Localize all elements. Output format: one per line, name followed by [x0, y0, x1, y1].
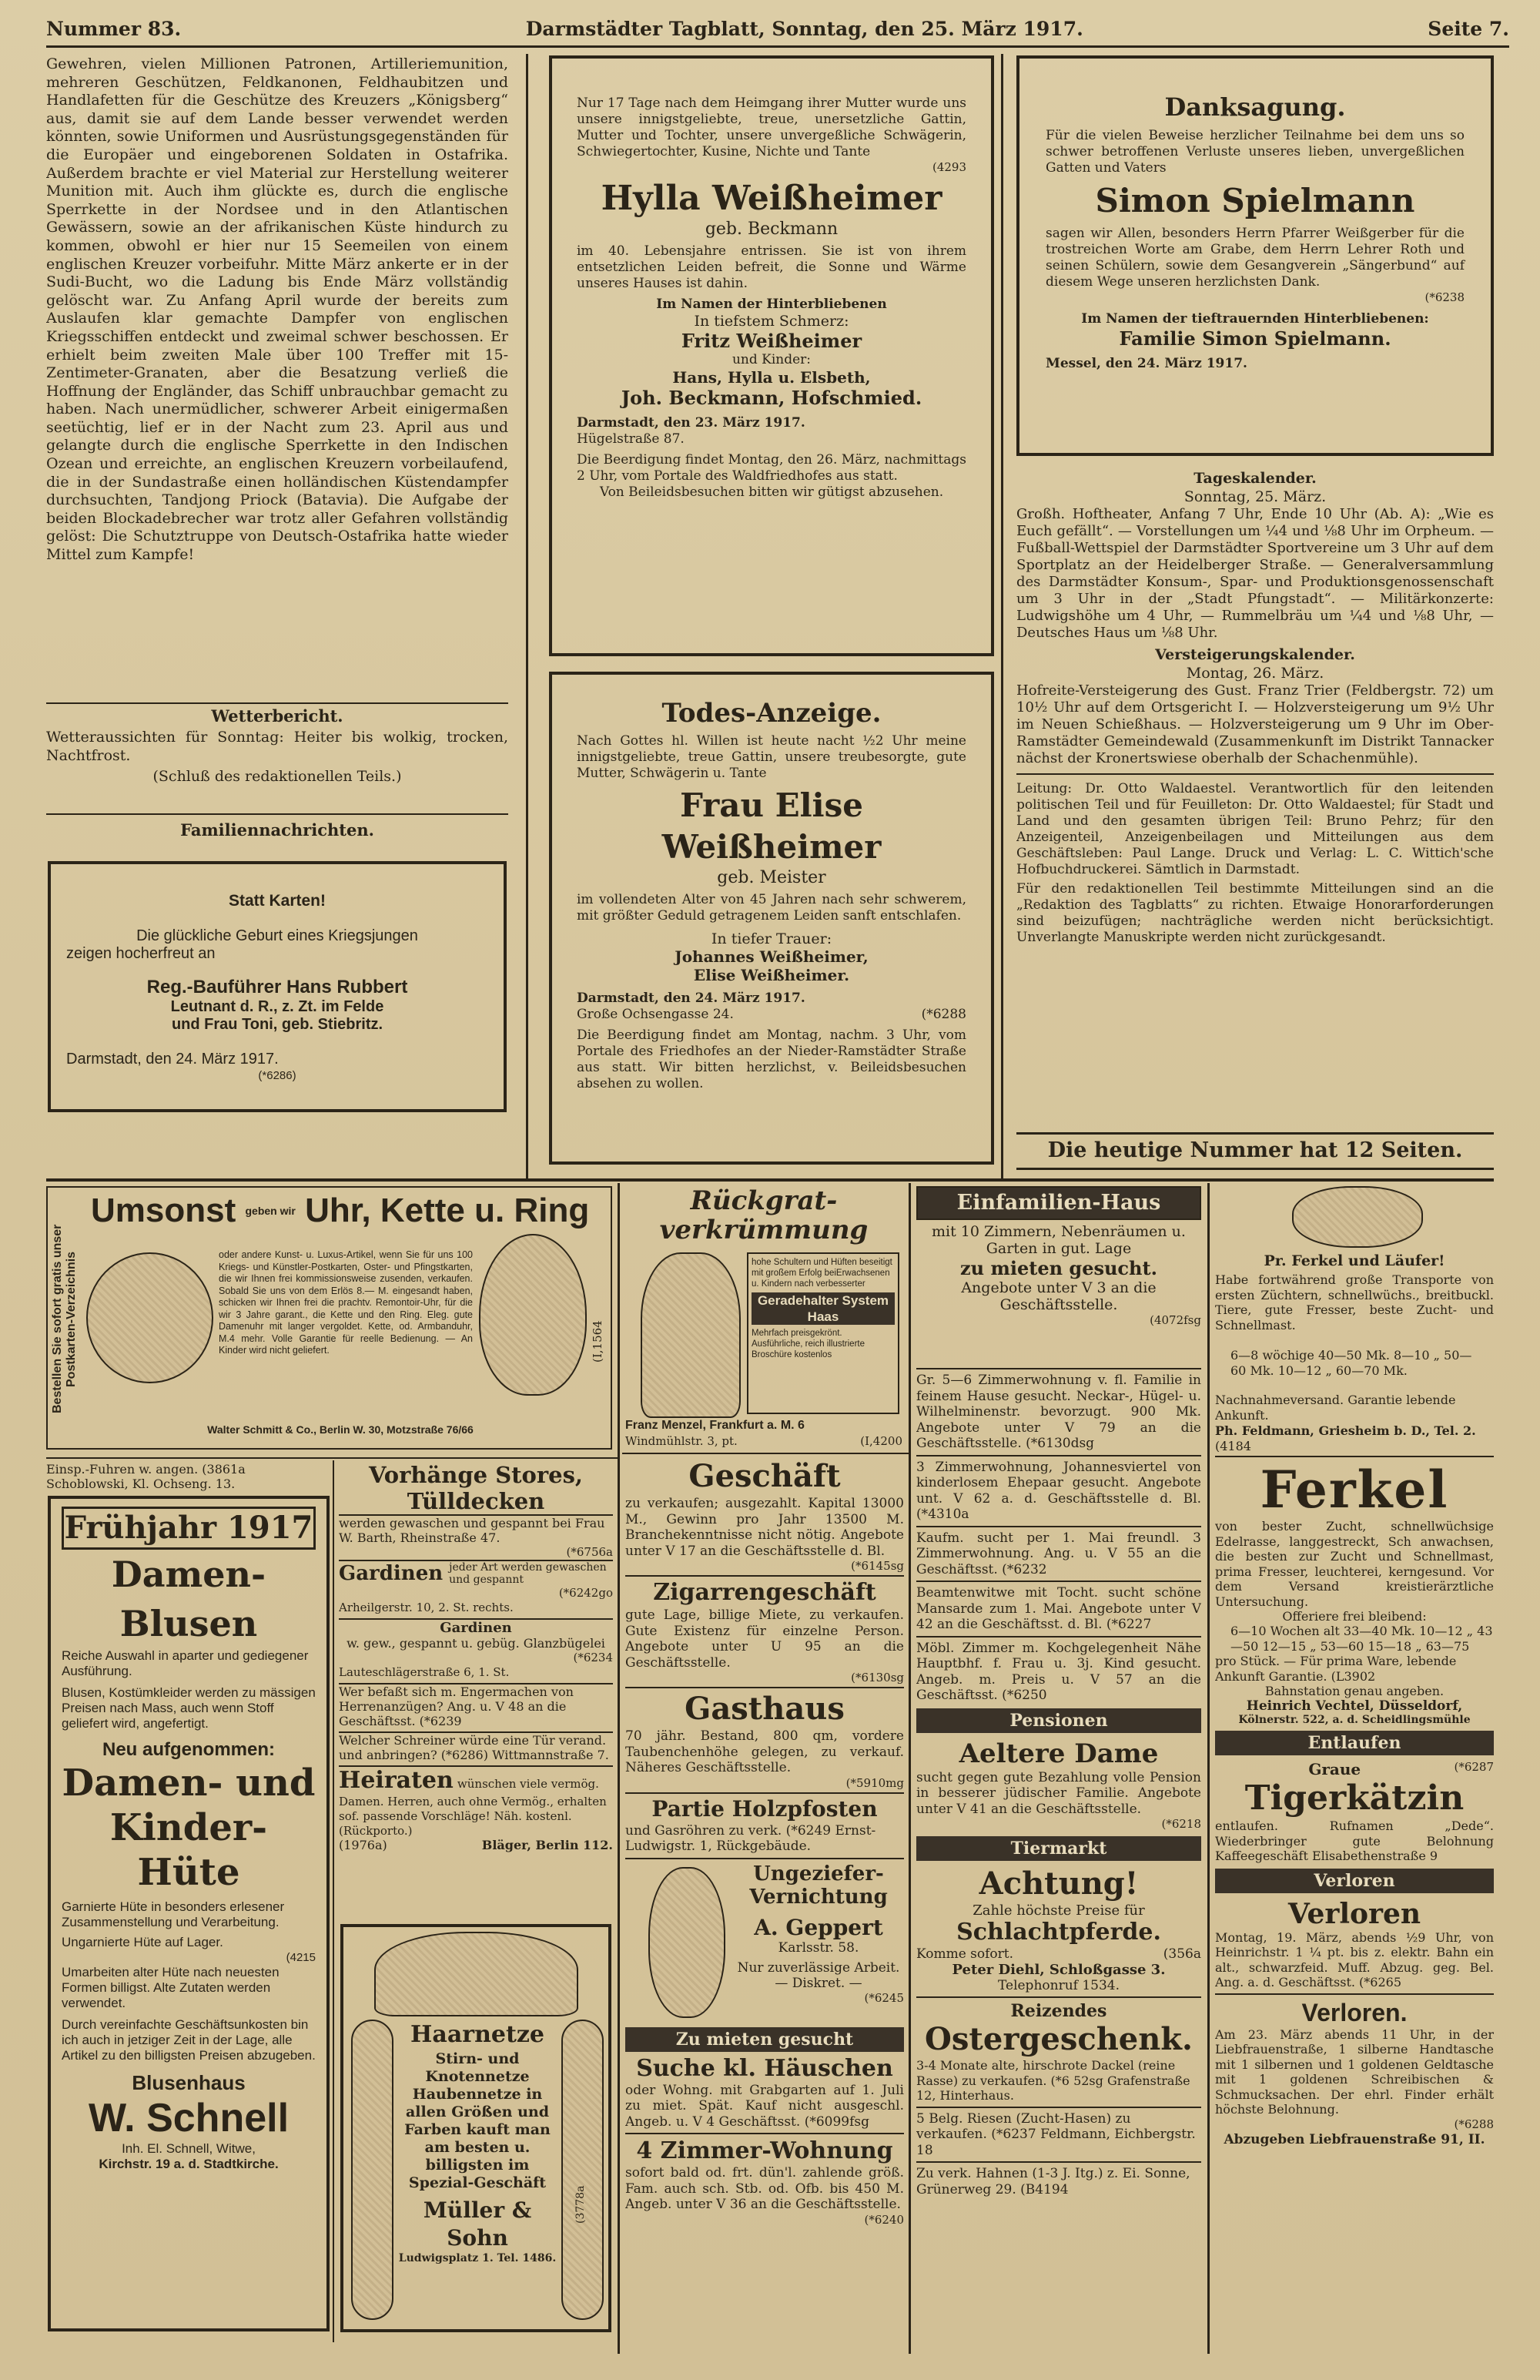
obit2-daughter: Elise Weißheimer. — [693, 966, 850, 984]
thanks-text: sagen wir Allen, besonders Herrn Pfarrer Weißgerber für die trostreichen Worte am Grabe, dem Herrn Lehrer Roth und seinen Schülern, sowie dem Gesangverein „Sängerbund“ auf diesem Wege unseren herzlichsten Dank. — [1046, 226, 1465, 290]
obituary-weissheimer-hylla — [549, 55, 994, 656]
section-pensions: Pensionen — [916, 1708, 1201, 1733]
obit1-intro: Nur 17 Tage nach dem Heimgang ihrer Mutter wurde uns unsere innigstgeliebte, treue, unersetzliche Gattin, Mutter und Tochter, unsere unvergeßliche Schwägerin, Schwiegertochter, Kusine, Nichte und Tante — [577, 96, 966, 159]
ad-tailor: Wer befaßt sich m. Engermachen von Herrenanzügen? Ang. u. V 48 an die Geschäftsst. (*6239 — [339, 1683, 613, 1728]
fruehjahr-text4: Ungarnierte Hüte auf Lager. — [62, 1935, 223, 1949]
achtung-sub: Schlachtpferde. — [956, 1919, 1161, 1946]
divider — [1215, 1993, 1494, 1995]
watch-title-small: geben wir — [245, 1205, 296, 1217]
weather-title: Wetterbericht. — [211, 706, 343, 726]
house-code: (4072fsg — [1150, 1313, 1201, 1327]
curtains2-code: (*6242go — [558, 1586, 613, 1600]
hairnets-text: Stirn- und Knotennetze Haubennetze in allen Größen und Farben kauft man am besten u. billigsten im Spezial-Geschäft — [404, 2050, 551, 2191]
obit2-place: Darmstadt, den 24. März 1917. — [577, 991, 805, 1006]
ferkel-firm: Heinrich Vechtel, Düsseldorf, — [1246, 1698, 1463, 1714]
section-escaped: Entlaufen — [1215, 1731, 1494, 1755]
ad-marriage — [339, 1765, 613, 1852]
achtung-text2: Komme sofort. — [916, 1946, 1014, 1962]
spine-figure-image — [641, 1252, 741, 1418]
katze-text: entlaufen. Rufnamen „Dede“. Wiederbringer gute Belohnung Kaffeegeschäft Elisabethenstraße 9 — [1215, 1819, 1494, 1863]
spine-info-box — [747, 1252, 899, 1414]
piglets-text: Habe fortwährend große Transporte von ersten Züchtern, schnellwüchs., breitbuckl. Tiere, gute Fresser, beste Zucht- und Schnellmast. — [1215, 1272, 1494, 1332]
thanks-notice — [1016, 55, 1494, 456]
marriage-title: Heiraten — [339, 1767, 454, 1794]
obit1-address: Hügelstraße 87. — [577, 431, 685, 447]
fruehjahr-shop: Blusenhaus — [132, 2071, 246, 2094]
divider — [916, 2107, 1201, 2108]
oster-text: 3-4 Monate alte, hirschrote Dackel (reine Rasse) zu verkaufen. (*6 52sg Grafenstraße 12, Hinterhaus. — [916, 2058, 1190, 2103]
dame-code: (*6218 — [1161, 1817, 1201, 1831]
hair-left-image — [351, 2020, 393, 2320]
pages-count: Die heutige Nummer hat 12 Seiten. — [1047, 1138, 1463, 1162]
family-title: Familiennachrichten. — [180, 820, 374, 840]
curtains-title: Vorhänge Stores, Tülldecken — [339, 1462, 613, 1516]
watch-text: oder andere Kunst- u. Luxus-Artikel, wenn Sie für uns 100 Kriegs- und Künstler-Postkarten, Oster- und Pfingstkarten, die wir Ihnen frei kommissionsweise zusenden, verkaufen. Sobald Sie uns von dem Erlös 8.— M. eingesandt haben, schicken wir Ihnen frei die prachtv. Remontoir-Uhr, für die wir 3 Jahre garant., die Kette und den Ring. Eleg. gute Damenuhr mit langer vergoldet. Kette, od. Armbanduhr, M.4 mehr. Volle Garantie für reelle Bedienung. — An Kinder wird nicht geliefert. — [219, 1249, 473, 1356]
zigarren-text: gute Lage, billige Miete, zu verkaufen. Gute Existenz für einzelne Person. Angebote unter U 95 an die Geschäftsstelle. — [625, 1607, 904, 1671]
ad-carpenter: Welcher Schreiner würde eine Tür verand. und anbringen? (*6286) Wittmannstraße 7. — [339, 1731, 613, 1762]
page-number: Seite 7. — [1428, 18, 1509, 40]
achtung-tel: Telephonruf 1534. — [997, 1978, 1120, 1993]
curtains3-text: w. gew., gespannt u. gebüg. Glanzbügelei — [346, 1636, 605, 1651]
birth-title: Statt Karten! — [228, 892, 326, 910]
divider — [622, 1453, 909, 1454]
verloren1-text: Montag, 19. März, abends ½9 Uhr, von Heinrichstr. 1 ¼ pt. bis z. elektr. Bahn ein alt., schwarzfeid. Muff. Abzug. geg. Bel. Ang. a. d. Geschäftsst. (*6265 — [1215, 1929, 1494, 1989]
watch-code: (I,1564 — [591, 1320, 604, 1363]
column-rule — [1001, 54, 1003, 1178]
obit1-children-label: und Kinder: — [732, 352, 812, 367]
obit1-mourners-title: Im Namen der Hinterbliebenen — [656, 297, 887, 312]
auction-date: Montag, 26. März. — [1186, 664, 1324, 682]
ferkel-offer: Offeriere frei bleibend: — [1282, 1609, 1427, 1624]
fruehjahr-title: Frühjahr 1917 — [62, 1507, 316, 1550]
classified-column — [916, 1373, 1201, 2343]
divider — [625, 1575, 904, 1577]
thanks-mourners-title: Im Namen der tieftrauernden Hinterbliebenen: — [1081, 311, 1429, 327]
divider — [916, 1368, 1201, 1369]
obit2-address: Große Ochsengasse 24. — [577, 1007, 734, 1022]
birth-line1: Die glückliche Geburt eines Kriegsjungen — [136, 927, 418, 944]
achtung-text: Zahle höchste Preise für — [973, 1902, 1145, 1919]
ferkel-text2-row — [1215, 1654, 1494, 1684]
obit1-place: Darmstadt, den 23. März 1917. — [577, 415, 805, 431]
hairnets-firm: Müller & Sohn — [423, 2197, 532, 2251]
marriage-text: wünschen viele vermög. Damen. Herren, auch ohne Vermög., erhalten sof. passende Vorschläge! Näh. kostenl. (Rückporto.) — [339, 1777, 607, 1838]
vierzimmer-title: 4 Zimmer-Wohnung — [636, 2137, 893, 2164]
birth-place: Darmstadt, den 24. März 1917. — [66, 1051, 279, 1068]
divider — [46, 1457, 618, 1459]
calendar-column — [1016, 470, 1494, 1132]
watch-title: Umsonst — [91, 1192, 236, 1229]
achtung-firm: Peter Diehl, Schloßgasse 3. — [952, 1962, 1166, 1978]
zigarren-code: (*6130sg — [851, 1671, 904, 1684]
verloren1-title: Verloren — [1287, 1897, 1421, 1930]
divider — [916, 1455, 1201, 1456]
auction-title: Versteigerungskalender. — [1155, 646, 1355, 664]
weather-text-block — [46, 729, 508, 789]
vermin-firm: A. Geppert — [754, 1914, 883, 1940]
obit1-husband: Fritz Weißheimer — [681, 330, 862, 352]
column-rule — [526, 54, 528, 1178]
editorial-note: Für den redaktionellen Teil bestimmte Mitteilungen sind an die „Redaktion des Tagblatts“ zu richten. Etwaige Honorarforderungen sind beizufügen; nachträgliche werden nicht berücksichtigt. Unverlangte Manuskripte werden nicht zurückgesandt. — [1016, 881, 1494, 946]
obit2-husband: Johannes Weißheimer, — [675, 947, 869, 966]
hairnet-faces-image — [374, 1932, 578, 2016]
obit2-code: (*6288 — [921, 1007, 966, 1022]
birth-rank: Leutnant d. R., z. Zt. im Felde — [170, 998, 384, 1015]
birth-wife: und Frau Toni, geb. Stiebritz. — [171, 1016, 383, 1033]
achtung-row — [916, 1946, 1201, 1962]
katze-title: Tigerkätzin — [1244, 1778, 1465, 1818]
verloren2-code: (*6288 — [1454, 2117, 1494, 2131]
vermin-title: Ungeziefer-Vernichtung — [749, 1862, 888, 1909]
house-wanted: zu mieten gesucht. — [960, 1257, 1157, 1279]
hairnets-address: Ludwigsplatz 1. Tel. 1486. — [398, 2252, 557, 2264]
thanks-family: Familie Simon Spielmann. — [1119, 327, 1391, 350]
fruehjahr-blusen: Damen-Blusen — [111, 1554, 266, 1644]
page-header — [46, 17, 1509, 48]
piglets-firm: Ph. Feldmann, Griesheim b. D., Tel. 2. — [1215, 1423, 1476, 1438]
birth-name: Reg.-Bauführer Hans Rubbert — [146, 977, 408, 997]
curtains3-title: Gardinen — [440, 1620, 512, 1636]
divider — [1016, 1168, 1494, 1170]
ferkel-address: Kölnerstr. 522, a. d. Scheidlingsmühle — [1238, 1714, 1471, 1726]
obit1-nee: geb. Beckmann — [705, 220, 839, 239]
ferkel-text2: pro Stück. — Für prima Ware, lebende Ankunft Garantie. — [1215, 1654, 1457, 1684]
achtung-title: Achtung! — [979, 1865, 1139, 1902]
house-text: mit 10 Zimmern, Nebenräumen u. Garten in gut. Lage — [932, 1223, 1186, 1257]
spine-firm: Franz Menzel, Frankfurt a. M. 6 — [625, 1419, 805, 1432]
ad-vermin — [625, 1862, 904, 2024]
ad-fuhren: Einsp.-Fuhren w. angen. (3861a Schoblowski, Kl. Ochseng. 13. — [46, 1462, 246, 1491]
watch-side-text: Bestellen Sie sofort gratis unser Postkarten-Verzeichnis — [51, 1224, 78, 1414]
verloren2-text: Am 23. März abends 11 Uhr, in der Liebfrauenstraße, 1 silberne Handtasche mit 1 silbernen und 1 goldenen Geldtasche mit 1 goldenen Schreibischen & Schmucksachen. Der ehrl. Finder erhält höchste Belohnung. — [1215, 2026, 1494, 2117]
spine-product: Geradehalter System Haas — [752, 1292, 895, 1325]
hasen-text2: Zu verk. Hahnen (1-3 J. Itg.) z. Ei. Sonne, Grünerweg 29. (B4194 — [916, 2166, 1190, 2197]
masthead-line: Darmstädter Tagblatt, Sonntag, den 25. März 1917. — [525, 18, 1083, 40]
thanks-place: Messel, den 24. März 1917. — [1046, 356, 1247, 371]
obit2-text: im vollendeten Alter von 45 Jahren nach sehr schwerem, mit größter Geduld getragenem Leiden sanft entschlafen. — [577, 892, 966, 924]
obit1-funeral: Die Beerdigung findet Montag, den 26. März, nachmittags 2 Uhr, vom Portale des Waldfriedhofes aus statt. — [577, 452, 966, 484]
divider — [625, 2133, 904, 2134]
vermin-info — [733, 1862, 904, 2006]
gasthaus-code: (*5910mg — [845, 1775, 904, 1790]
weather-text: Wetteraussichten für Sonntag: Heiter bis wolkig, trocken, Nachtfrost. — [46, 729, 508, 764]
watch-firm: Walter Schmitt & Co., Berlin W. 30, Motzstraße 76/66 — [207, 1423, 474, 1436]
curtains-2 — [339, 1560, 613, 1586]
divider — [916, 1996, 1201, 1998]
obit1-text: im 40. Lebensjahre entrissen. Sie ist von ihrem entsetzlichen Leiden befreit, die Sonne und Wärme unseres Hauses ist dahin. — [577, 243, 966, 291]
end-note: (Schluß des redaktionellen Teils.) — [152, 768, 402, 786]
verloren2-address: Abzugeben Liebfrauenstraße 91, II. — [1224, 2131, 1485, 2147]
ad-fruehjahr — [48, 1496, 330, 2331]
fruehjahr-owner: W. Schnell — [88, 2096, 290, 2140]
vierzimmer-code: (*6240 — [864, 2212, 904, 2227]
ad-curtains — [339, 1462, 613, 1916]
achtung-code: (356a — [1163, 1946, 1201, 1962]
divider — [46, 813, 508, 815]
column-rule — [333, 1460, 334, 2342]
haeuschen-text: oder Wohng. mit Grabgarten auf 1. Juli zu miet. Spät. Kauf nicht ausgeschl. Angeb. u. V 4 Geschäftsst. (*6099fsg — [625, 2082, 904, 2130]
holz-title: Partie Holzpfosten — [651, 1795, 878, 1822]
ad-kaufmann: Kaufm. sucht per 1. Mai freundl. 3 Zimmerwohnung. Ang. u. V 55 an die Geschäftsst. (*6232 — [916, 1530, 1201, 1577]
ad-watch — [46, 1186, 612, 1450]
katze-row — [1215, 1760, 1494, 1778]
obituary-weissheimer-elise — [549, 672, 994, 1165]
dame-text: sucht gegen gute Bezahlung volle Pension in besserer jüdischer Familie. Angebote unter V 41 an die Geschäftsstelle. — [916, 1769, 1201, 1817]
calendar-text: Großh. Hoftheater, Anfang 7 Uhr, Ende 10 Uhr (Ab. A): „Wie es Euch gefällt“. — Vorstellungen um ¼4 und ⅛8 Uhr im Orpheum. — Fußball-Wettspiel der Darmstädter Sportvereine um 3 Uhr auf dem Sportplatz an der Heidelberger Straße. — Generalversammlung des Darmstädter Konsum-, Spar- und Produktionsgenossenschaft um 3 Uhr in der „Stadt Pfungstadt“. — Militärkonzerte: Ludwigshöhe um 4 Uhr, — Rummelbräu um ¼4 und ⅛8 Uhr, — Deutsches Haus um ⅛8 Uhr. — [1016, 506, 1494, 642]
curtains2-address: Arheilgerstr. 10, 2. St. rechts. — [339, 1601, 514, 1614]
watch-image — [86, 1252, 213, 1383]
section-rent-wanted: Zu mieten gesucht — [625, 2027, 904, 2052]
vierzimmer-text: sofort bald od. frt. dün'l. zahlende größ. Fam. auch sch. Stb. od. Ofb. bis 450 M. Angeb. unter V 36 an die Geschäftsstelle. — [625, 2165, 904, 2212]
section-rule — [46, 1178, 1494, 1182]
curtains2-title: Gardinen — [339, 1562, 444, 1585]
obit2-title: Todes-Anzeige. — [661, 698, 882, 729]
column-rule — [1207, 1183, 1210, 2354]
obit1-name: Hylla Weißheimer — [601, 179, 942, 218]
calendar-title: Tageskalender. — [1194, 470, 1317, 487]
fruehjahr-text: Reiche Auswahl in aparter und gediegener Ausführung. — [62, 1648, 309, 1678]
curtains-code: (*6756a — [566, 1545, 613, 1559]
ferkel-code: (L3902 — [1331, 1668, 1376, 1684]
obit1-children: Hans, Hylla u. Elsbeth, — [672, 368, 871, 387]
ferkel-title: Ferkel — [1260, 1460, 1449, 1520]
oster-title: Ostergeschenk. — [925, 2021, 1193, 2057]
fruehjahr-text3: Garnierte Hüte in besonders erlesener Zusammenstellung und Verarbeitung. — [62, 1899, 285, 1929]
section-livestock: Tiermarkt — [916, 1836, 1201, 1861]
vermin-text: Nur zuverlässige Arbeit. — Diskret. — — [737, 1959, 900, 1991]
obit1-grief: In tiefstem Schmerz: — [694, 313, 849, 330]
obit2-name: Frau Elise Weißheimer — [661, 786, 882, 866]
divider — [625, 1858, 904, 1859]
divider — [916, 1581, 1201, 1582]
ad-furnished-room: Möbl. Zimmer m. Kochgelegenheit Nähe Hauptbhf. f. Frau u. 3j. Kind gesucht. Angeb. m. Preis u. V 57 an die Geschäftsst. (*6250 — [916, 1640, 1201, 1703]
divider — [916, 1636, 1201, 1638]
obit2-address-row — [577, 1007, 966, 1023]
haeuschen-title: Suche kl. Häuschen — [636, 2054, 893, 2082]
auction-text: Hofreite-Versteigerung des Gust. Franz Trier (Feldbergstr. 72) um 10½ Uhr auf dem Ortsgericht I. — Holzversteigerung um 9½ Uhr im Neuen Schießhaus. — Holzversteigerung um 9 Uhr im Ober-Ramstädter Gemeindewald (Zusammenkunft im Distrikt Tannacker nächst der Kronertswiese oberhalb der Schachenmühle). — [1016, 682, 1494, 767]
piglets-title: Pr. Ferkel und Läufer! — [1264, 1252, 1445, 1269]
obit2-intro: Nach Gottes hl. Willen ist heute nacht ½2 Uhr meine innigstgeliebte, treue Gattin, unsere treubesorgte, gute Mutter, Schwägerin u. Tante — [577, 733, 966, 781]
piglets-firm-row — [1215, 1423, 1494, 1452]
fruehjahr-text6: Durch vereinfachte Geschäftsunkosten bin ich auch in jetziger Zeit in der Lage, alle Artikel zu den billigsten Preisen abzugeben. — [62, 2017, 316, 2063]
geschaeft-code: (*6145sg — [851, 1559, 904, 1573]
piglets-text2: Nachnahmeversand. Garantie lebende Ankunft. — [1215, 1393, 1456, 1423]
hasen-text: 5 Belg. Riesen (Zucht-Hasen) zu verkaufen. (*6237 Feldmann, Eichbergstr. 18 — [916, 2110, 1196, 2158]
curtains-text: werden gewaschen und gespannt bei Frau W. Barth, Rheinstraße 47. — [339, 1516, 605, 1545]
marriage-code: (1976a) — [339, 1838, 387, 1852]
gasthaus-title: Gasthaus — [685, 1691, 845, 1727]
obit2-nee: geb. Meister — [717, 868, 826, 887]
section-lost: Verloren — [1215, 1869, 1494, 1893]
fruehjahr-address: Kirchstr. 19 a. d. Stadtkirche. — [99, 2157, 279, 2171]
piglets-code: (4184 — [1215, 1438, 1251, 1452]
thanks-code: (*6238 — [1424, 290, 1465, 304]
curtains3-address: Lauteschlägerstraße 6, 1. St. — [339, 1665, 510, 1679]
spine-title: Rückgrat-verkrümmung — [659, 1186, 869, 1245]
hairnets-code: (3778a — [574, 2185, 587, 2224]
marriage-firm: Bläger, Berlin 112. — [481, 1838, 613, 1852]
birth-line2: zeigen hocherfreut an — [66, 945, 216, 962]
obit2-grief: In tiefer Trauer: — [711, 930, 832, 947]
divider — [1215, 1456, 1494, 1457]
hairnets-center — [397, 2020, 557, 2264]
thanks-name: Simon Spielmann — [1095, 182, 1415, 220]
pocketwatch-image — [479, 1234, 587, 1396]
column-rule — [618, 1183, 620, 2354]
fruehjahr-text5: Umarbeiten alter Hüte nach neuesten Formen billigst. Alte Zutaten werden verwendet. — [62, 1965, 280, 2010]
divider — [625, 1687, 904, 1688]
holz-text: und Gasröhren zu verk. (*6249 Ernst-Ludwigstr. 1, Rückgebäude. — [625, 1822, 876, 1854]
fruehjahr-hats: Damen- und Kinder-Hüte — [62, 1762, 316, 1894]
verloren2-title: Verloren. — [1301, 1998, 1408, 2026]
spine-text2: Mehrfach preisgekrönt. Ausführliche, reich illustrierte Broschüre kostenlos — [752, 1329, 865, 1359]
birth-code: (*6286) — [258, 1069, 296, 1082]
bug-image — [648, 1867, 725, 2018]
issue-number: Nummer 83. — [46, 18, 182, 40]
fruehjahr-text2: Blusen, Kostümkleider werden zu mässigen Preisen nach Mass, auch wenn Stoff geliefert wird, angefertigt. — [62, 1685, 316, 1731]
curtains-3 — [339, 1618, 613, 1680]
column-rule — [909, 1183, 911, 2354]
spine-text: hohe Schultern und Hüften beseitigt mit großem Erfolg beiErwachsenen u. Kindern nach verbesserter — [752, 1258, 892, 1289]
article-column — [46, 55, 508, 695]
obit1-father: Joh. Beckmann, Hofschmied. — [621, 387, 922, 409]
curtains2-text: jeder Art werden gewaschen und gespannt — [449, 1561, 607, 1586]
obit1-condolence: Von Beileidsbesuchen bitten wir gütigst abzusehen. — [599, 484, 944, 500]
fruehjahr-owner2: Inh. El. Schnell, Witwe, — [122, 2141, 256, 2156]
weather-section — [46, 707, 508, 726]
thanks-title: Danksagung. — [1164, 92, 1346, 122]
marriage-row — [339, 1838, 613, 1852]
spine-code: (I,4200 — [860, 1434, 902, 1448]
ad-widow: Beamtenwitwe mit Tocht. sucht schöne Mansarde zum 1. Mai. Angebote unter V 42 an die Geschäftsst. d. Bl. (*6227 — [916, 1585, 1201, 1632]
ad-3-zimmer: 3 Zimmerwohnung, Johannesviertel von kinderlosem Ehepaar gesucht. Angebote unt. V 62 a. d. Geschäftsstelle d. Bl. (*4310a — [916, 1459, 1201, 1522]
ferkel-text: von bester Zucht, schnellwüchsige Edelrasse, langgestreckt, Sch anwachsen, die besten zur Zucht und Schnellmast, prima Fresser, leuchterei, kerngesund. Vor dem Versand kreistierärztliche Untersuchung. — [1215, 1519, 1494, 1609]
katze-code: (*6287 — [1454, 1760, 1494, 1774]
ad-piglets — [1215, 1186, 1494, 1452]
hairnets-title: Haarnetze — [410, 2021, 544, 2048]
oster-pre: Reizendes — [1010, 2001, 1107, 2021]
spine-address-row — [625, 1434, 902, 1448]
geschaeft-text: zu verkaufen; ausgezahlt. Kapital 13000 M., Gewinn pro Jahr 13500 M. Branchekenntnisse nicht nötig. Angebote unter V 17 an die Geschäftsstelle d. Bl. — [625, 1496, 904, 1559]
geschaeft-title: Geschäft — [688, 1458, 841, 1494]
vermin-code: (*6245 — [864, 1990, 904, 2005]
imprint-text: Leitung: Dr. Otto Waldaestel. Verantwortlich für den leitenden politischen Teil und für Feuilleton: Dr. Otto Waldaestel; für Stadt und Land und den gesamten übrigen Teil: Bruno Pehrz; für den Anzeigenteil, Anzeigenbeilagen und Mitteilungen aus dem Geschäftsleben: Paul Lange. Druck und Verlag: L. C. Wittich'sche Hofbuchdruckerei. Sämtlich in Darmstadt. — [1016, 781, 1494, 878]
ferkel-prices: 6—10 Wochen alt 33—40 Mk. 10—12 „ 43—50 12—15 „ 53—60 15—18 „ 63—75 — [1230, 1624, 1493, 1654]
calendar-date: Sonntag, 25. März. — [1183, 488, 1327, 505]
pig-image — [1292, 1186, 1423, 1248]
ad-spine — [625, 1186, 902, 1452]
dame-title: Aeltere Dame — [959, 1738, 1159, 1769]
divider — [625, 1792, 904, 1794]
gasthaus-text: 70 jähr. Bestand, 800 qm, vordere Taubenchenhöhe gelegen, zu verkauf. Näheres Geschäftsstelle. — [625, 1728, 904, 1775]
watch-title-row — [91, 1191, 589, 1231]
divider — [46, 702, 508, 704]
ad-house — [916, 1186, 1201, 1363]
katze-pre: Graue — [1308, 1760, 1361, 1778]
vermin-address: Karlsstr. 58. — [778, 1939, 859, 1956]
birth-announcement — [48, 861, 507, 1112]
article-text: Gewehren, vielen Millionen Patronen, Artilleriemunition, mehreren Geschützen, Feldkanonen, Feldhaubitzen und Handlafetten für die Geschütze des Kreuzers „Königsberg“ aus, damit sie auf dem Lande besser verwendet werden könnten, sowie Uniformen und Ausrüstungsgegenständen für die Europäer und eingeborenen Soldaten in Ostafrika. Außerdem brachte er viel Material zur Herstellung weiterer Munition mit. Auch ihm glückte es, durch die englische Sperrkette in der Nordsee und in den Atlantischen Gewässern, sowie an der afrikanischen Küste hindurch zu kommen, obwohl er hier nur 15 Seemeilen von einem englischen Kreuzer vorbeifuhr. Mitte März ankerte er in der Sudi-Bucht, wo die Ladung bis Ende März vollständig gelöscht war. Zu Anfang April wurde der bereits zum Auslaufen klar gemachte Dampfer von englischen Kriegsschiffen entdeckt und zweimal schwer beschossen. Er erhielt beim zweiten Male über 100 Treffer mit 15-Zentimeter-Granaten, aber die Besatzung verließ die Hoffnung der Engländer, das Schiff unbrauchbar gemacht zu haben. Nach unermüdlicher, schwerer Arbeit einigermaßen seetüchtig, lief er in der Nacht zum 23. April aus und gelangte durch die englische Sperrkette in den Indischen Ozean und erreichte, an englischen Kreuzern vorbeilaufend, die in der Sundastraße einen holländischen Küstendampfer durchsuchten, Tandjong Priock (Batavia). Die Aufgabe der beiden Blockadebrecher war trotz aller Gefahren vollständig gelöst: Die Schutztruppe von Deutsch-Ostafrika hatte wieder Mittel zum Kampfe! — [46, 55, 508, 564]
house-text2: Angebote unter V 3 an die Geschäftsstelle. — [961, 1279, 1157, 1313]
divider — [916, 1526, 1201, 1527]
thanks-intro: Für die vielen Beweise herzlicher Teilnahme bei dem uns so schwer betroffenen Verluste unseres lieben, unvergeßlichen Gatten und Vaters — [1046, 128, 1465, 176]
zigarren-title: Zigarrengeschäft — [653, 1579, 876, 1606]
obit2-funeral: Die Beerdigung findet am Montag, nachm. 3 Uhr, vom Portale des Friedhofes an der Nieder-Ramstädter Straße aus statt. Wir bitten herzlichst, v. Beileidsbesuchen absehen zu wollen. — [577, 1027, 966, 1091]
divider — [916, 2161, 1201, 2163]
business-ads-column — [625, 1457, 904, 2343]
obit1-code: (4293 — [932, 160, 966, 174]
curtains3-code: (*6234 — [573, 1651, 613, 1664]
fruehjahr-code: (4215 — [286, 1951, 316, 1964]
ferkel-text3: Bahnstation genau angeben. — [1264, 1684, 1445, 1698]
house-title: Einfamilien-Haus — [916, 1186, 1201, 1220]
divider — [1016, 773, 1494, 775]
watch-title2: Uhr, Kette u. Ring — [305, 1192, 590, 1229]
fruehjahr-new: Neu aufgenommen: — [102, 1739, 275, 1760]
spine-address: Windmühlstr. 3, pt. — [625, 1434, 738, 1448]
ad-hairnets — [340, 1924, 611, 2332]
divider — [1016, 1132, 1494, 1135]
right-classified-column — [1215, 1460, 1494, 2346]
ad-5-zimmer: Gr. 5—6 Zimmerwohnung v. fl. Familie in feinem Hause gesucht. Neckar-, Hügel- u. Wilhelminenstr. bevorzugt. 900 Mk. Angebote unter V 79 an die Geschäftsstelle. (*6130dsg — [916, 1373, 1201, 1451]
piglets-prices: 6—8 wöchige 40—50 Mk. 8—10 „ 50—60 Mk. 10—12 „ 60—70 Mk. — [1230, 1348, 1472, 1378]
